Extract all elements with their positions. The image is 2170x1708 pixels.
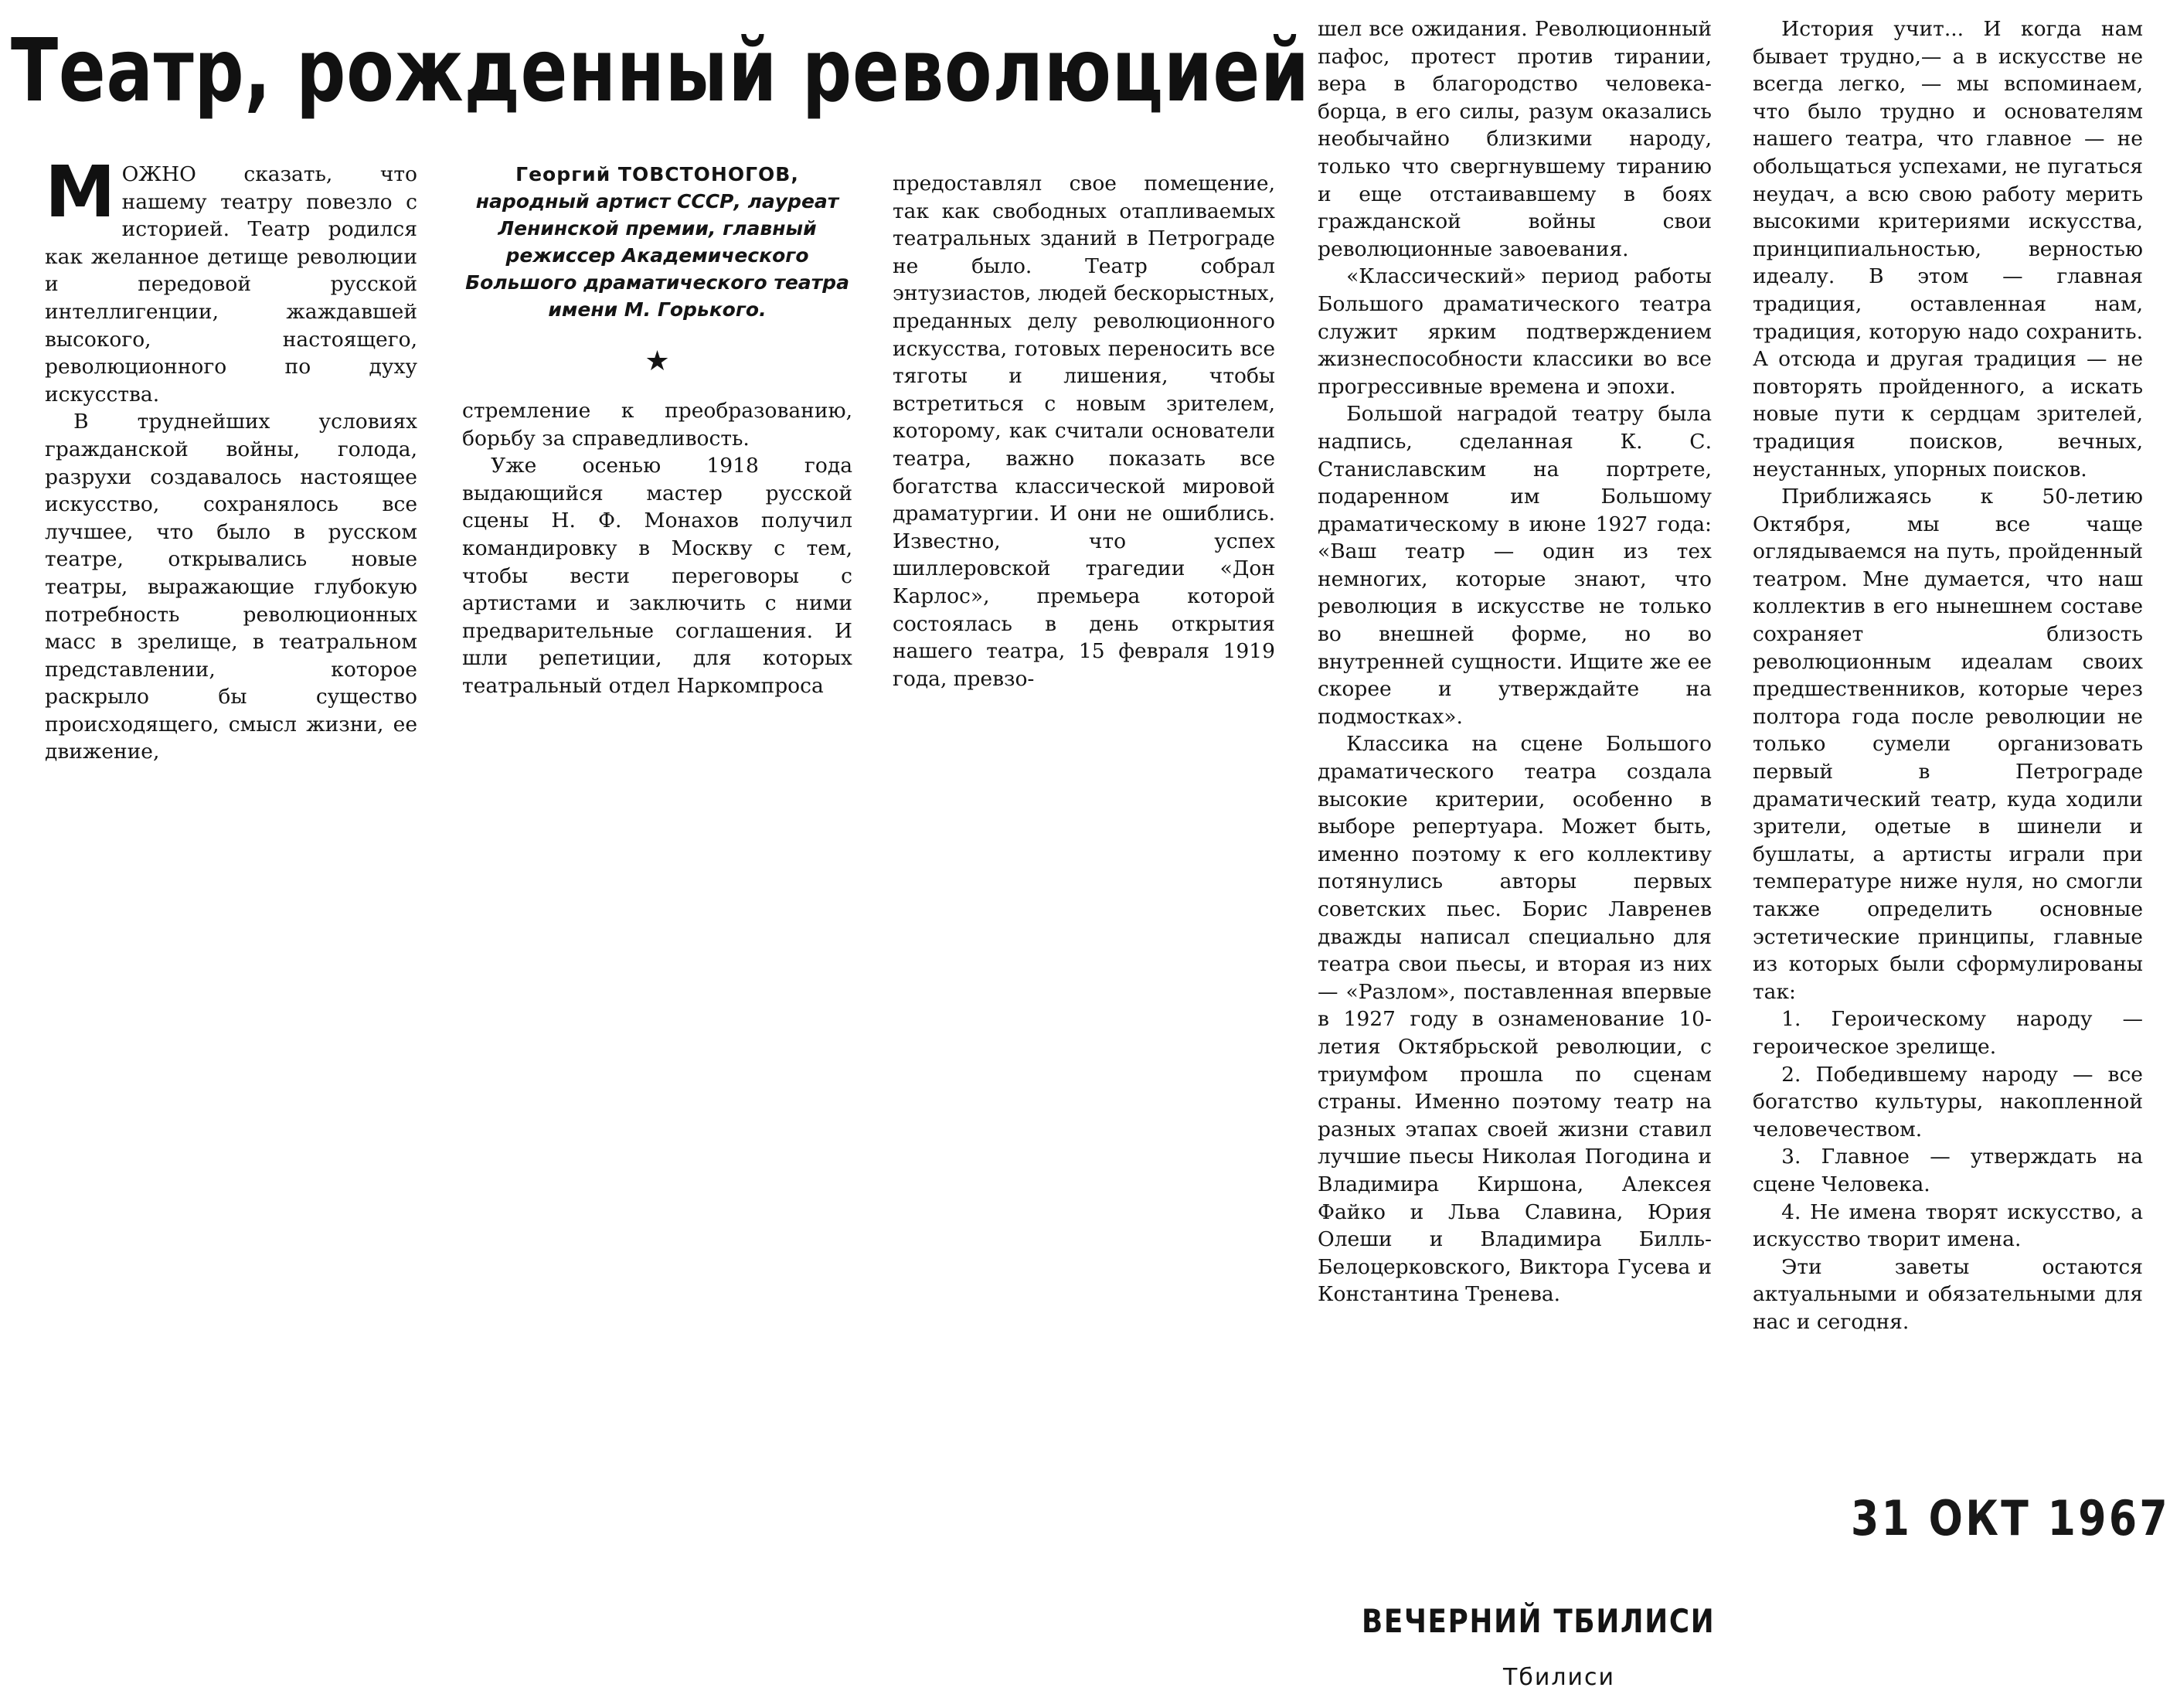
list-item: 4. Не имена творят искусство, а искусство творит имена. xyxy=(1753,1199,2143,1252)
article-column-2 xyxy=(462,161,852,725)
lead-paragraph xyxy=(45,151,417,408)
date-stamp: 31 ОКТ 1967 xyxy=(1851,1490,2170,1546)
star-separator: ★ xyxy=(645,345,670,377)
list-item: 3. Главное — утверждать на сцене Человека. xyxy=(1753,1145,2143,1196)
paragraph: стремление к преобразованию, борьбу за справедливость. xyxy=(462,399,852,451)
author-title: народный артист СССР, лауреат Ленинской премии, главный режиссер Академического Большого драматического театра имени М. Горького. xyxy=(465,190,849,321)
paragraph: Классика на сцене Большого драматического театра создала высокие критерии, особенно в выборе репертуара. Может быть, именно поэтому к его коллективу потянулись авторы первых советских пьес. Борис Лавренев дважды написал специально для театра свои пьесы, и вторая из них — «Разлом», поставленная впервые в 1927 году в ознаменование 10-летия Октябрьской революции, с триумфом прошла по сценам страны. Именно поэтому театр на разных этапах своей жизни ставил лучшие пьесы Николая Погодина и Владимира Киршона, Алексея Файко и Льва Славина, Юрия Олеши и Владимира Билль-Белоцерковского, Виктора Гусева и Константина Тренева. xyxy=(1318,732,1712,1307)
paragraph: В труднейших условиях гражданской войны, голода, разрухи создавалось настоящее искусство, сохранялось все лучшее, что было в русском театре, открывались новые театры, выражающие глубокую потребность революционных масс в зрелище, в театральном представлении, которое раскрыло бы существо происходящего, смысл жизни, ее движение, xyxy=(45,410,417,764)
paragraph: Эти заветы остаются актуальными и обязательными для нас и сегодня. xyxy=(1753,1254,2143,1334)
article-column-3 xyxy=(893,170,1275,725)
lead-paragraph-text: ОЖНО сказать, что нашему театру повезло с историей. Театр родился как желанное детище революции и передовой русской интеллигенции, жаждавшей высокого, настоящего, революционного по духу искусства. xyxy=(45,162,417,407)
article-headline: Театр, рожденный революцией xyxy=(11,21,1310,121)
newspaper-name: ВЕЧЕРНИЙ ТБИЛИСИ xyxy=(1362,1602,1716,1640)
paragraph: Приближаясь к 50-летию Октября, мы все чаще оглядываемся на путь, пройденный театром. Мне думается, что наш коллектив в его нынешнем составе сохраняет близость революционным идеалам своих предшественников, которые через полтора года после революции не только сумели организовать первый в Петрограде драматический театр, куда ходили зрители, одетые в шинели и бушлаты, а артисты играли при температуре ниже нуля, но смогли также определить основные эстетические принципы, главные из которых были сформулированы так: xyxy=(1753,485,2143,1004)
list-item: 1. Героическому народу — героическое зрелище. xyxy=(1753,1007,2143,1059)
article-column-5 xyxy=(1753,15,2170,1561)
paragraph: История учит... И когда нам бывает трудно,— а в искусстве не всегда легко, — мы вспоминаем, что было трудно и основателям нашего театра, что главное — не обольщаться успехами, не пугаться неудач, а всю свою работу мерить высокими критериями искусства, принципиальностью, верностью идеалу. В этом — главная традиция, оставленная нам, традиция, которую надо сохранить. А отсюда и другая традиция — не повторять пройденного, а искать новые пути к сердцам зрителей, традиция поисков, вечных, неустанных, упорных поисков. xyxy=(1753,17,2143,481)
paragraph: Уже осенью 1918 года выдающийся мастер русской сцены Н. Ф. Монахов получил командировку в Москву с тем, чтобы вести переговоры с артистами и заключить с ними предварительные соглашения. И шли репетиции, для которых театральный отдел Наркомпроса xyxy=(462,454,852,698)
drop-cap: М xyxy=(45,151,116,233)
author-name: Георгий ТОВСТОНОГОВ, xyxy=(515,163,799,185)
paragraph: предоставлял свое помещение, так как свободных отапливаемых театральных зданий в Петрограде не было. Театр собрал энтузиастов, людей бескорыстных, преданных делу революционного искусства, готовых переносить все тяготы и лишения, чтобы встретиться с новым зрителем, которому, как считали основатели театра, важно показать все богатства классической мировой драматургии. И они не ошиблись. Известно, что успех шиллеровской трагедии «Дон Карлос», премьера которой состоялась в день открытия нашего театра, 15 февраля 1919 года, превзо- xyxy=(893,172,1275,691)
article-column-4 xyxy=(1318,15,1716,1685)
list-item: 2. Победившему народу — все богатство культуры, накопленной человечеством. xyxy=(1753,1062,2143,1142)
newspaper-city: Тбилиси xyxy=(1503,1664,1615,1691)
paragraph: «Классический» период работы Большого драматического театра служит ярким подтверждением жизнеспособности классики во все прогрессивные времена и эпохи. xyxy=(1318,264,1712,399)
paragraph: Большой наградой театру была надпись, сделанная К. С. Станиславским на портрете, подаренном им Большому драматическому в июне 1927 года: «Ваш театр — один из тех немногих, которые знают, что революция в искусстве не только во внешней форме, но во внутренней сущности. Ищите же ее скорее и утверждайте на подмостках». xyxy=(1318,402,1712,729)
paragraph: шел все ожидания. Революционный пафос, протест против тирании, вера в благородство человека-борца, в его силы, разум оказались необычайно близкими народу, только что свергнувшему тиранию и еще отстаивавшему в боях гражданской войны свои революционные завоевания. xyxy=(1318,17,1712,261)
article-column-1 xyxy=(45,151,417,764)
author-byline xyxy=(462,161,852,323)
